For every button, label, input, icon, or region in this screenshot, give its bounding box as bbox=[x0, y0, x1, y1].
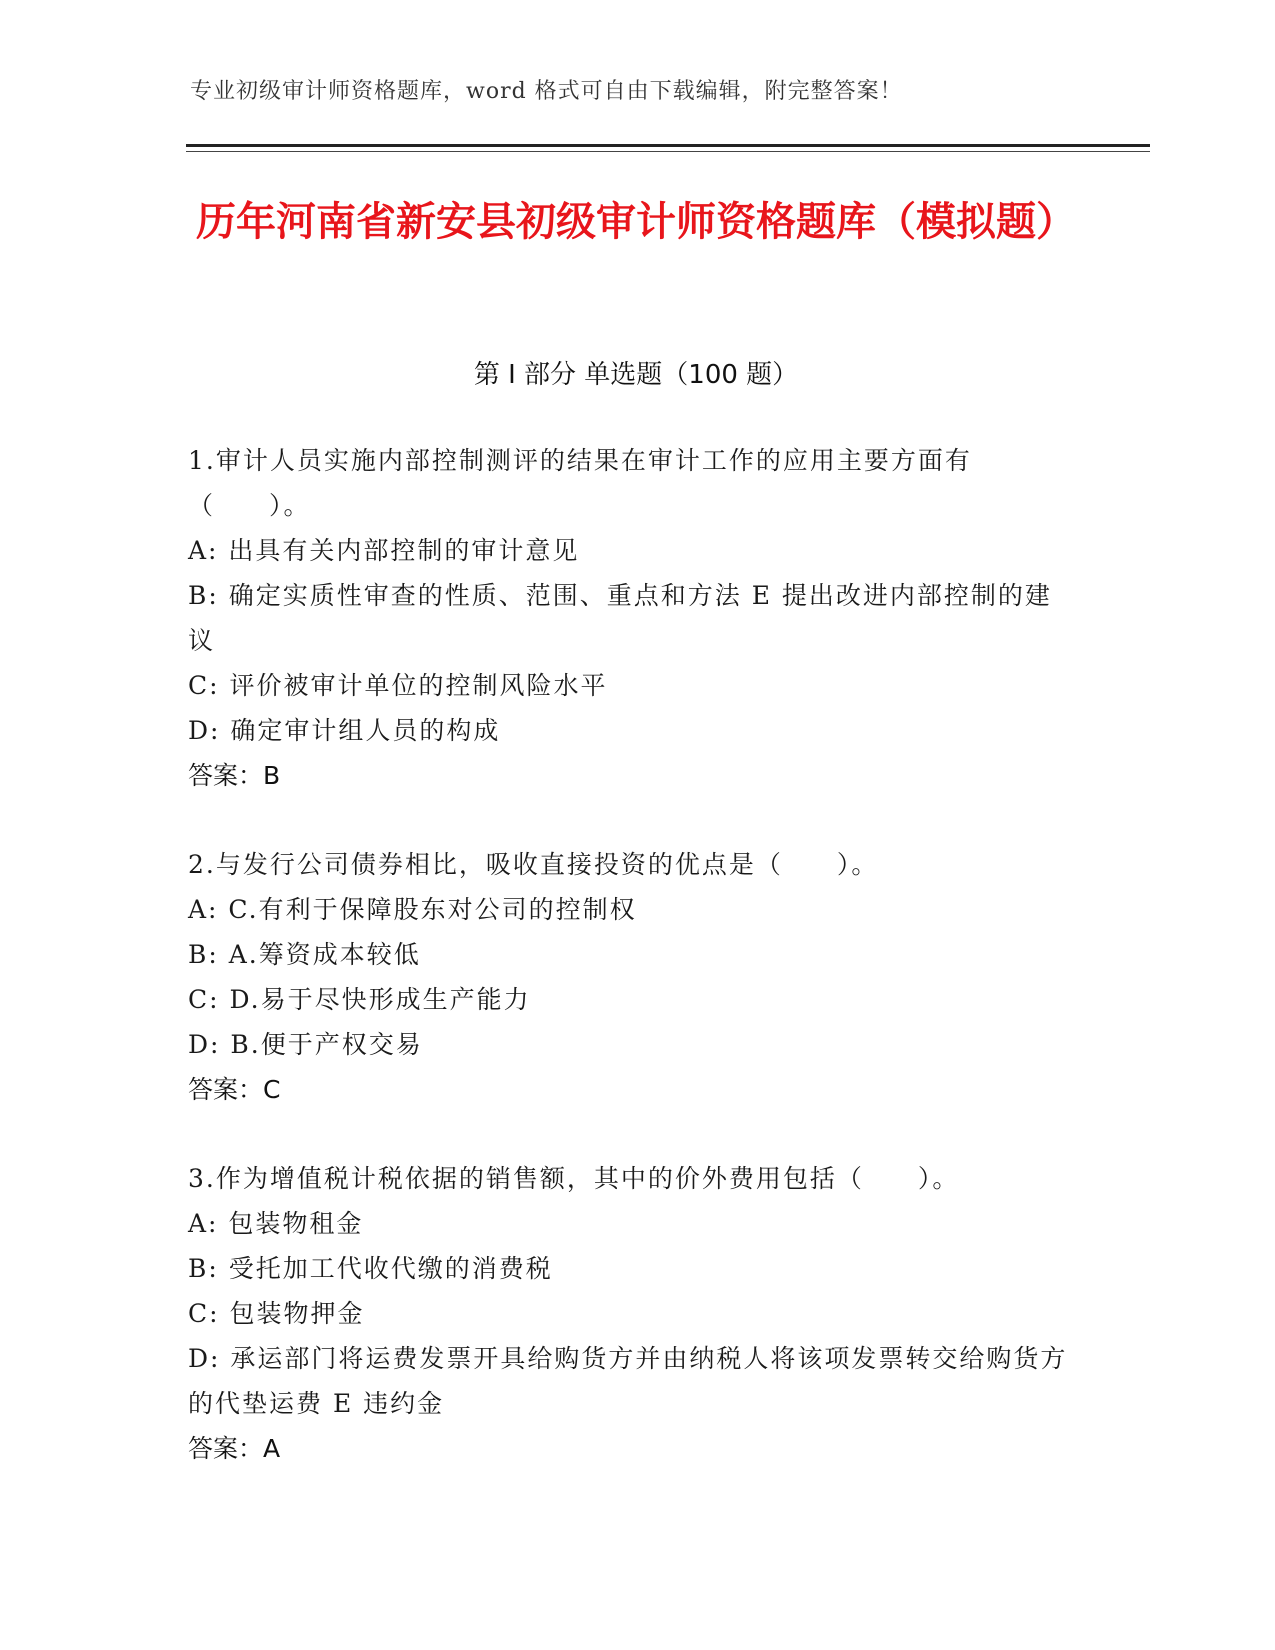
option-c: C: D.易于尽快形成生产能力 bbox=[188, 985, 531, 1014]
option-a: A: 出具有关内部控制的审计意见 bbox=[188, 536, 580, 565]
question-stem: 2.与发行公司债券相比，吸收直接投资的优点是（ ）。 bbox=[188, 850, 879, 879]
option-d: D: B.便于产权交易 bbox=[188, 1030, 423, 1059]
option-a: A: 包装物租金 bbox=[188, 1209, 364, 1238]
question-stem: 3.作为增值税计税依据的销售额，其中的价外费用包括（ ）。 bbox=[188, 1164, 960, 1193]
option-d: D: 确定审计组人员的构成 bbox=[188, 716, 501, 745]
header-rule-thick bbox=[186, 144, 1150, 147]
question-1 bbox=[188, 438, 1068, 798]
question-list bbox=[188, 438, 1068, 1515]
question-stem: 1.审计人员实施内部控制测评的结果在审计工作的应用主要方面有（ ）。 bbox=[188, 446, 972, 520]
answer-label: 答案：B bbox=[188, 761, 281, 790]
option-c: C: 评价被审计单位的控制风险水平 bbox=[188, 671, 608, 700]
answer-label: 答案：A bbox=[188, 1434, 281, 1463]
question-3 bbox=[188, 1156, 1068, 1471]
option-b: B: A.筹资成本较低 bbox=[188, 940, 421, 969]
option-a: A: C.有利于保障股东对公司的控制权 bbox=[188, 895, 637, 924]
header-note: 专业初级审计师资格题库，word 格式可自由下载编辑，附完整答案！ bbox=[190, 79, 903, 104]
header-rule-thin bbox=[186, 151, 1150, 152]
answer-label: 答案：C bbox=[188, 1075, 281, 1104]
option-d: D: 承运部门将运费发票开具给购货方并由纳税人将该项发票转交给购货方的代垫运费 E 违约金 bbox=[188, 1344, 1068, 1418]
section-title: 第 I 部分 单选题（100 题） bbox=[473, 360, 799, 390]
option-b: B: 受托加工代收代缴的消费税 bbox=[188, 1254, 553, 1283]
document-title: 历年河南省新安县初级审计师资格题库（模拟题） bbox=[196, 199, 1076, 245]
option-c: C: 包装物押金 bbox=[188, 1299, 365, 1328]
option-b: B: 确定实质性审查的性质、范围、重点和方法 E 提出改进内部控制的建议 bbox=[188, 581, 1052, 655]
question-2 bbox=[188, 842, 1068, 1112]
